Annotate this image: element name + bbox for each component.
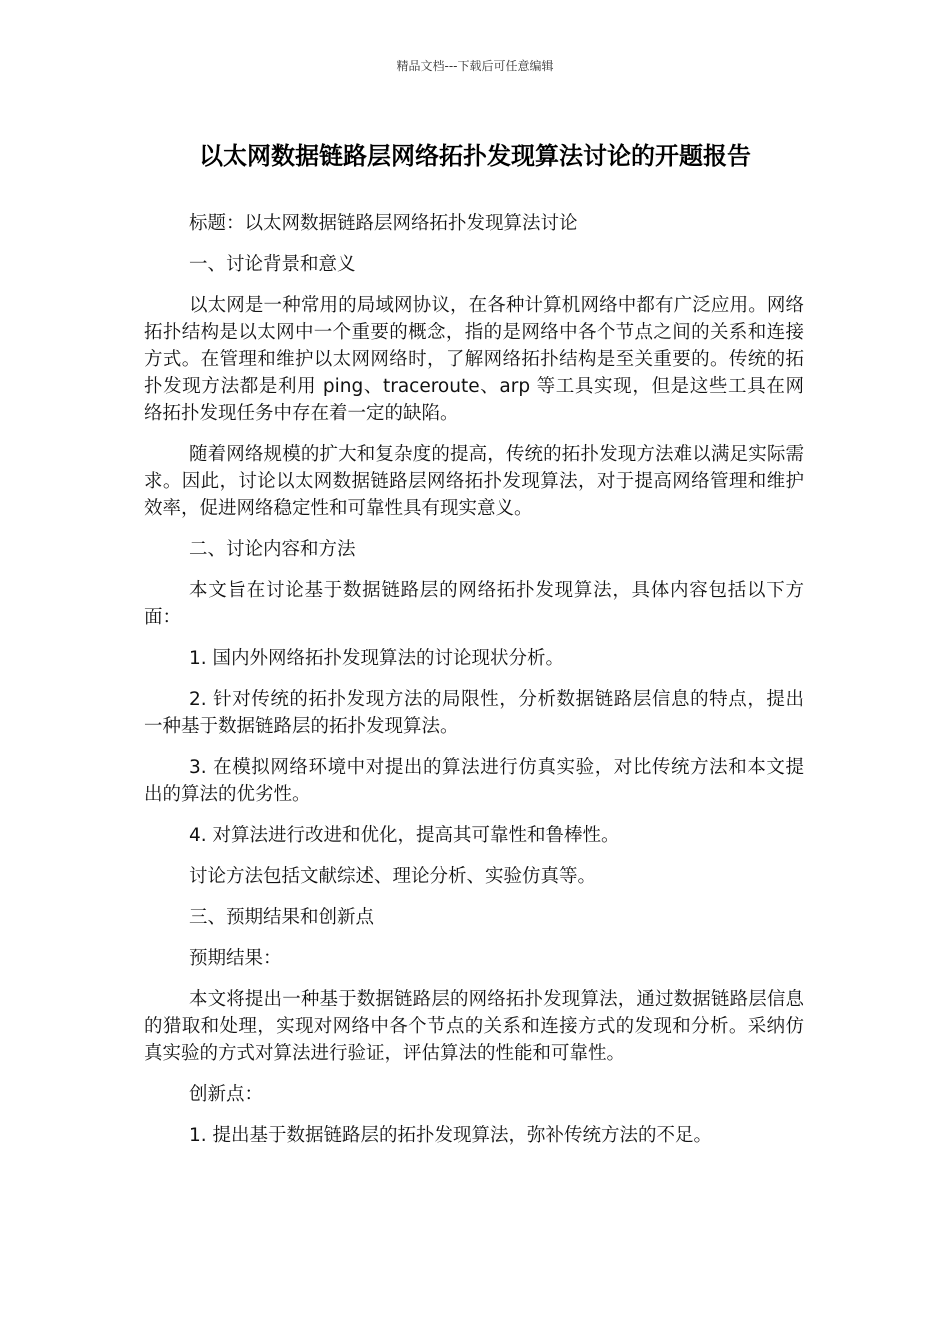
section-heading-background: 一、讨论背景和意义 [189,254,356,275]
document-body [144,210,804,1163]
section-heading-results: 三、预期结果和创新点 [189,907,375,928]
list-item: 3. 在模拟网络环境中对提出的算法进行仿真实验，对比传统方法和本文提出的算法的优劣性。 [144,757,804,805]
body-paragraph: 随着网络规模的扩大和复杂度的提高，传统的拓扑发现方法难以满足实际需求。因此，讨论以太网数据链路层网络拓扑发现算法，对于提高网络管理和维护效率，促进网络稳定性和可靠性具有现实意义。 [144,444,804,519]
subheading-innovation: 创新点： [189,1084,264,1105]
list-item: 4. 对算法进行改进和优化，提高其可靠性和鲁棒性。 [189,825,620,846]
list-item: 1. 国内外网络拓扑发现算法的讨论现状分析。 [189,648,565,669]
header-note: 精品文档---下载后可任意编辑 [396,59,554,73]
list-item: 2. 针对传统的拓扑发现方法的局限性，分析数据链路层信息的特点，提出一种基于数据链路层的拓扑发现算法。 [144,689,804,737]
document-title: 以太网数据链路层网络拓扑发现算法讨论的开题报告 [199,142,751,170]
body-paragraph: 本文旨在讨论基于数据链路层的网络拓扑发现算法，具体内容包括以下方面： [144,580,804,628]
subheading-expected: 预期结果： [189,948,282,969]
body-paragraph: 本文将提出一种基于数据链路层的网络拓扑发现算法，通过数据链路层信息的猎取和处理，实现对网络中各个节点的关系和连接方式的发现和分析。采纳仿真实验的方式对算法进行验证，评估算法的性能和可靠性。 [144,989,804,1064]
body-paragraph: 讨论方法包括文献综述、理论分析、实验仿真等。 [189,866,597,887]
list-item: 1. 提出基于数据链路层的拓扑发现算法，弥补传统方法的不足。 [189,1125,713,1146]
section-heading-content: 二、讨论内容和方法 [189,539,356,560]
body-paragraph: 以太网是一种常用的局域网协议，在各种计算机网络中都有广泛应用。网络拓扑结构是以太网中一个重要的概念，指的是网络中各个节点之间的关系和连接方式。在管理和维护以太网网络时，了解网络拓扑结构是至关重要的。传统的拓扑发现方法都是利用 ping、traceroute、arp 等工具实现，但是这些工具在网络拓扑发现任务中存在着一定的缺陷。 [144,295,804,424]
subject-line: 标题：以太网数据链路层网络拓扑发现算法讨论 [189,213,578,234]
